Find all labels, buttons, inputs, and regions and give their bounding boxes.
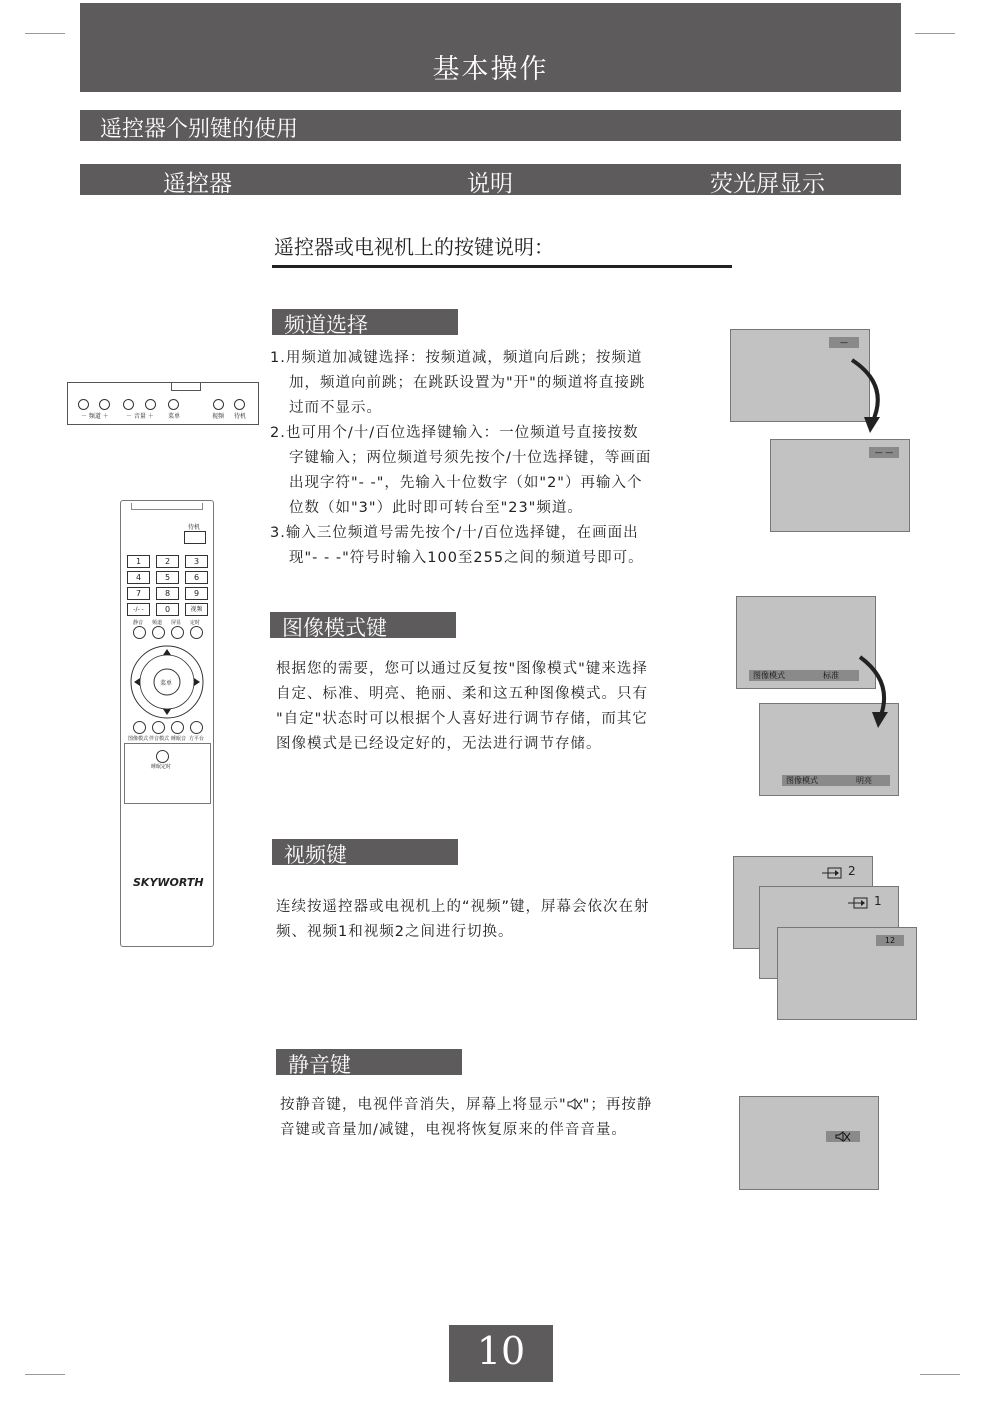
brand-logo: SKYWORTH [133,876,204,889]
volume-minus-button[interactable] [123,399,134,410]
remote-standby-button[interactable] [184,531,206,544]
intro-rule [272,265,732,268]
video-key[interactable]: 视频 [185,603,208,616]
channel-screen-1 [730,329,870,422]
remote-control [120,500,214,947]
page-number-box [449,1325,553,1382]
osd-value: 明亮 [856,776,872,785]
text-line [280,1093,720,1118]
volume-plus-button[interactable] [145,399,156,410]
digit-4-key[interactable]: 4 [127,571,150,584]
menu-key-label: 菜单 [160,680,173,687]
channel-key[interactable] [152,626,165,639]
channel-title: 频道选择 [284,313,368,337]
input-icon [848,897,868,909]
text-line: 现"- - -"符号时输入100至255之间的频道号即可。 [289,550,644,566]
text-fragment: 按静音键，电视伴音消失，屏幕上将显示" [280,1097,567,1113]
sleep-label: 睡眠定时 [151,764,172,770]
digit-6-key[interactable]: 6 [185,571,208,584]
video-title: 视频键 [284,843,347,867]
osd-value: 标准 [823,671,839,680]
digit-5-key[interactable]: 5 [156,571,179,584]
input-icon [822,867,842,879]
text-line: 1.用频道加减键选择：按频道减，频道向后跳；按频道 [270,350,643,366]
text-line: 连续按遥控器或电视机上的“视频”键，屏幕会依次在射 [276,899,650,915]
text-line: 根据您的需要，您可以通过反复按"图像模式"键来选择 [276,661,648,677]
mute-screen [739,1096,879,1190]
panel-label: － 音量 ＋ [126,413,154,420]
channel-osd: — — [869,447,899,458]
picture-text [276,657,716,757]
channel-text [270,346,710,571]
input-number: 1 [874,894,882,908]
channel-minus-button[interactable] [78,399,89,410]
mute-text [280,1093,720,1143]
video-button[interactable] [213,399,224,410]
audio-key[interactable] [171,721,184,734]
remote-label: 方平台 [189,736,205,742]
digit-7-key[interactable]: 7 [127,587,150,600]
remote-label: 定时 [190,620,201,626]
remote-label: 静音 [133,620,144,626]
standby-button[interactable] [234,399,245,410]
picture-title: 图像模式键 [282,616,387,640]
text-line: 自定、标准、明亮、艳丽、柔和这五种图像模式。只有 [276,686,648,702]
digit-select-key[interactable]: -/- - [127,603,150,616]
video-text [276,895,716,945]
tv-front-panel [67,382,259,425]
crop-mark [915,33,955,34]
intro-heading: 遥控器或电视机上的按键说明： [274,235,554,259]
page-title-bar [80,3,901,92]
crop-mark [25,33,65,34]
mute-icon [835,1131,851,1142]
curved-arrow-icon [850,355,890,435]
mute-section-label [276,1049,462,1075]
mute-key[interactable] [133,626,146,639]
picture-mode-key[interactable] [133,721,146,734]
remote-top [131,503,203,510]
panel-label: 待机 [234,413,247,420]
text-line: 2.也可用个/十/百位选择键输入：一位频道号直接按数 [270,425,639,441]
panel-sensor [171,382,201,391]
sleep-key[interactable] [156,750,169,763]
channel-section-label [272,309,458,335]
text-line: 过而不显示。 [289,400,382,416]
column-description: 说明 [467,171,513,197]
text-line: 出现字符"- -"，先输入十位数字（如"2"）再输入个 [289,475,643,491]
picture-screen-1 [736,596,876,689]
input-number: 2 [848,864,856,878]
digit-2-key[interactable]: 2 [156,555,179,568]
osd-label: 图像模式 [786,776,818,785]
mute-osd [826,1131,860,1142]
timer-key[interactable] [190,626,203,639]
platform-key[interactable] [190,721,203,734]
text-line: 图像模式是已经设定好的，无法进行调节存储。 [276,736,602,752]
text-line: 位数（如"3"）此时即可转台至"23"频道。 [289,500,583,516]
digit-3-key[interactable]: 3 [185,555,208,568]
digit-9-key[interactable]: 9 [185,587,208,600]
picture-osd [782,775,890,786]
text-line: 3.输入三位频道号需先按个/十/百位选择键，在画面出 [270,525,639,541]
display-key[interactable] [171,626,184,639]
text-line: 加，频道向前跳；在跳跃设置为"开"的频道将直接跳 [289,375,646,391]
panel-label: 视频 [212,413,225,420]
menu-button[interactable] [168,399,179,410]
text-line: 字键输入；两位频道号须先按个/十位选择键，等画面 [289,450,652,466]
osd-label: 图像模式 [753,671,785,680]
column-remote: 遥控器 [163,171,232,197]
text-line: 频、视频1和视频2之间进行切换。 [276,924,514,940]
digit-0-key[interactable]: 0 [156,603,179,616]
text-line: "自定"状态时可以根据个人喜好进行调节存储，而其它 [276,711,648,727]
video-section-label [272,839,458,865]
channel-osd: — [829,337,859,348]
sound-mode-key[interactable] [152,721,165,734]
standby-label: 待机 [188,524,201,531]
crop-mark [920,1374,960,1375]
mute-icon [567,1098,583,1110]
digit-8-key[interactable]: 8 [156,587,179,600]
column-header-bar [80,164,901,195]
page-title: 基本操作 [432,54,549,85]
panel-label: － 频道 ＋ [81,413,109,420]
remote-label: 图像模式 [128,736,149,742]
remote-label: 屏显 [171,620,182,626]
channel-plus-button[interactable] [99,399,110,410]
subtitle-bar [80,110,901,141]
column-screen: 荧光屏显示 [710,171,825,197]
video-screen-3 [777,927,917,1020]
curved-arrow-icon [858,652,894,732]
remote-cover-panel [124,743,211,804]
panel-label: 菜单 [168,413,181,420]
mute-title: 静音键 [288,1053,351,1077]
page-number: 10 [476,1329,526,1373]
digit-1-key[interactable]: 1 [127,555,150,568]
text-fragment: "；再按静 [582,1097,653,1113]
subtitle: 遥控器个别键的使用 [100,117,299,142]
crop-mark [25,1374,65,1375]
channel-osd: 12 [876,935,904,946]
remote-label: 频道 [152,620,163,626]
remote-label: 伴音模式 [149,736,170,742]
remote-label: 睡眠音 [171,736,187,742]
picture-section-label [270,612,456,638]
channel-screen-2 [770,439,910,532]
text-line: 音键或音量加/减键，电视将恢复原来的伴音音量。 [280,1122,627,1138]
picture-osd [749,670,859,681]
